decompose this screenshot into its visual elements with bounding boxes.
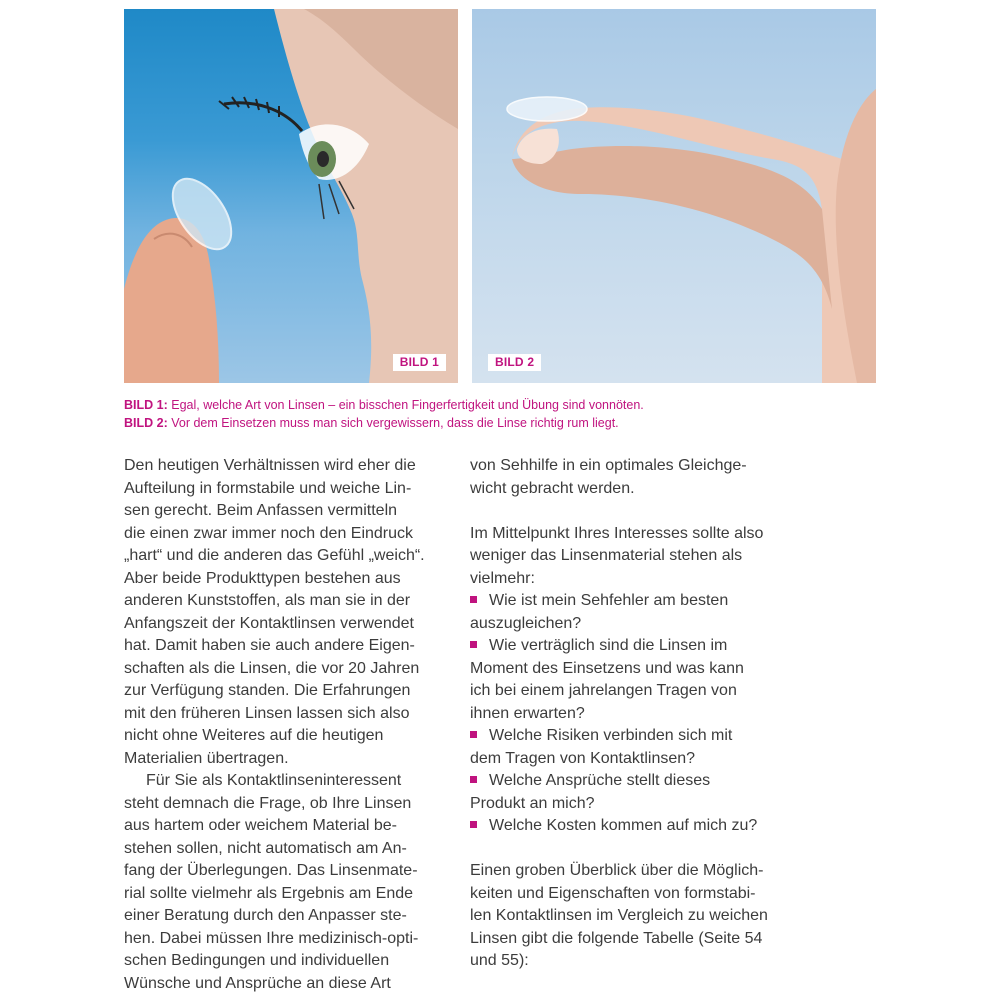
text-line: Materialien übertragen. [124,748,444,771]
text-line: sen gerecht. Beim Anfassen vermitteln [124,500,444,523]
right-paragraph-1 [470,455,800,500]
text-line: die einen zwar immer noch den Eindruck [124,523,444,546]
figure-captions [124,396,884,432]
figure-tag-bild1: BILD 1 [393,354,446,371]
text-line: vielmehr: [470,568,800,591]
text-line: Wie verträglich sind die Linsen im [489,637,727,654]
text-line: Anfangszeit der Kontaktlinsen verwendet [124,613,444,636]
list-item [470,770,800,815]
text-line: Einen groben Überblick über die Möglich- [470,860,800,883]
text-line: Welche Risiken verbinden sich mit [489,727,732,744]
bullet-square-icon [470,731,477,738]
list-item [470,725,800,770]
text-line: ich bei einem jahrelangen Tragen von [470,680,800,703]
text-line: Wie ist mein Sehfehler am besten [489,592,728,609]
text-line: ihnen erwarten? [470,703,800,726]
caption1-text: Egal, welche Art von Linsen – ein bisschen Fingerfertigkeit und Übung sind vonnöten. [171,398,644,412]
text-line: Produkt an mich? [470,793,800,816]
text-line: steht demnach die Frage, ob Ihre Linsen [124,793,444,816]
text-line: hen. Dabei müssen Ihre medizinisch-opti- [124,928,444,951]
text-line: keiten und Eigenschaften von formstabi- [470,883,800,906]
left-paragraph-2 [124,770,444,995]
figure-tag-bild2: BILD 2 [488,354,541,371]
text-line: „hart“ und die anderen das Gefühl „weich“. [124,545,444,568]
bullet-square-icon [470,821,477,828]
bullet-square-icon [470,776,477,783]
text-line: schaften als die Linsen, die vor 20 Jahren [124,658,444,681]
text-line: nicht ohne Weiteres auf die heutigen [124,725,444,748]
text-line: Aufteilung in formstabile und weiche Lin- [124,478,444,501]
text-line: Moment des Einsetzens und was kann [470,658,800,681]
text-line: wicht gebracht werden. [470,478,800,501]
list-item [470,590,800,635]
text-line: zur Verfügung standen. Die Erfahrungen [124,680,444,703]
left-paragraph-1 [124,455,444,770]
text-line: hat. Damit haben sie auch andere Eigen- [124,635,444,658]
photo-lens-on-finger [472,9,876,383]
question-list [470,590,800,838]
text-line: Aber beide Produkttypen bestehen aus [124,568,444,591]
text-line: und 55): [470,950,800,973]
bullet-square-icon [470,641,477,648]
text-line: dem Tragen von Kontaktlinsen? [470,748,800,771]
text-line: fang der Überlegungen. Das Linsenmate- [124,860,444,883]
right-paragraph-2 [470,523,800,591]
text-line: Linsen gibt die folgende Tabelle (Seite 54 [470,928,800,951]
text-line: Welche Ansprüche stellt dieses [489,772,710,789]
caption2-text: Vor dem Einsetzen muss man sich vergewissern, dass die Linse richtig rum liegt. [171,416,618,430]
text-line: Für Sie als Kontaktlinseninteressent [124,770,444,793]
caption-bild1 [124,396,884,414]
right-column [470,455,800,973]
text-line: schen Bedingungen und individuellen [124,950,444,973]
bullet-square-icon [470,596,477,603]
photo-inserting-lens [124,9,458,383]
text-line: rial sollte vielmehr als Ergebnis am Ende [124,883,444,906]
text-line: len Kontaktlinsen im Vergleich zu weichen [470,905,800,928]
right-paragraph-3 [470,860,800,973]
text-line: Den heutigen Verhältnissen wird eher die [124,455,444,478]
caption-bild2 [124,414,884,432]
text-line: Im Mittelpunkt Ihres Interesses sollte also [470,523,800,546]
text-line: Wünsche und Ansprüche an diese Art [124,973,444,995]
caption2-label: BILD 2: [124,416,168,430]
text-line: Welche Kosten kommen auf mich zu? [489,817,757,834]
left-column [124,455,444,995]
text-line: aus hartem oder weichem Material be- [124,815,444,838]
text-line: auszugleichen? [470,613,800,636]
text-line: stehen sollen, nicht automatisch am An- [124,838,444,861]
text-line: von Sehhilfe in ein optimales Gleichge- [470,455,800,478]
text-line: einer Beratung durch den Anpasser ste- [124,905,444,928]
list-item [470,635,800,725]
photo1-illustration [124,9,458,383]
photo2-illustration [472,9,876,383]
text-line: anderen Kunststoffen, als man sie in der [124,590,444,613]
text-line: mit den früheren Linsen lassen sich also [124,703,444,726]
list-item [470,815,800,838]
text-line: weniger das Linsenmaterial stehen als [470,545,800,568]
caption1-label: BILD 1: [124,398,168,412]
